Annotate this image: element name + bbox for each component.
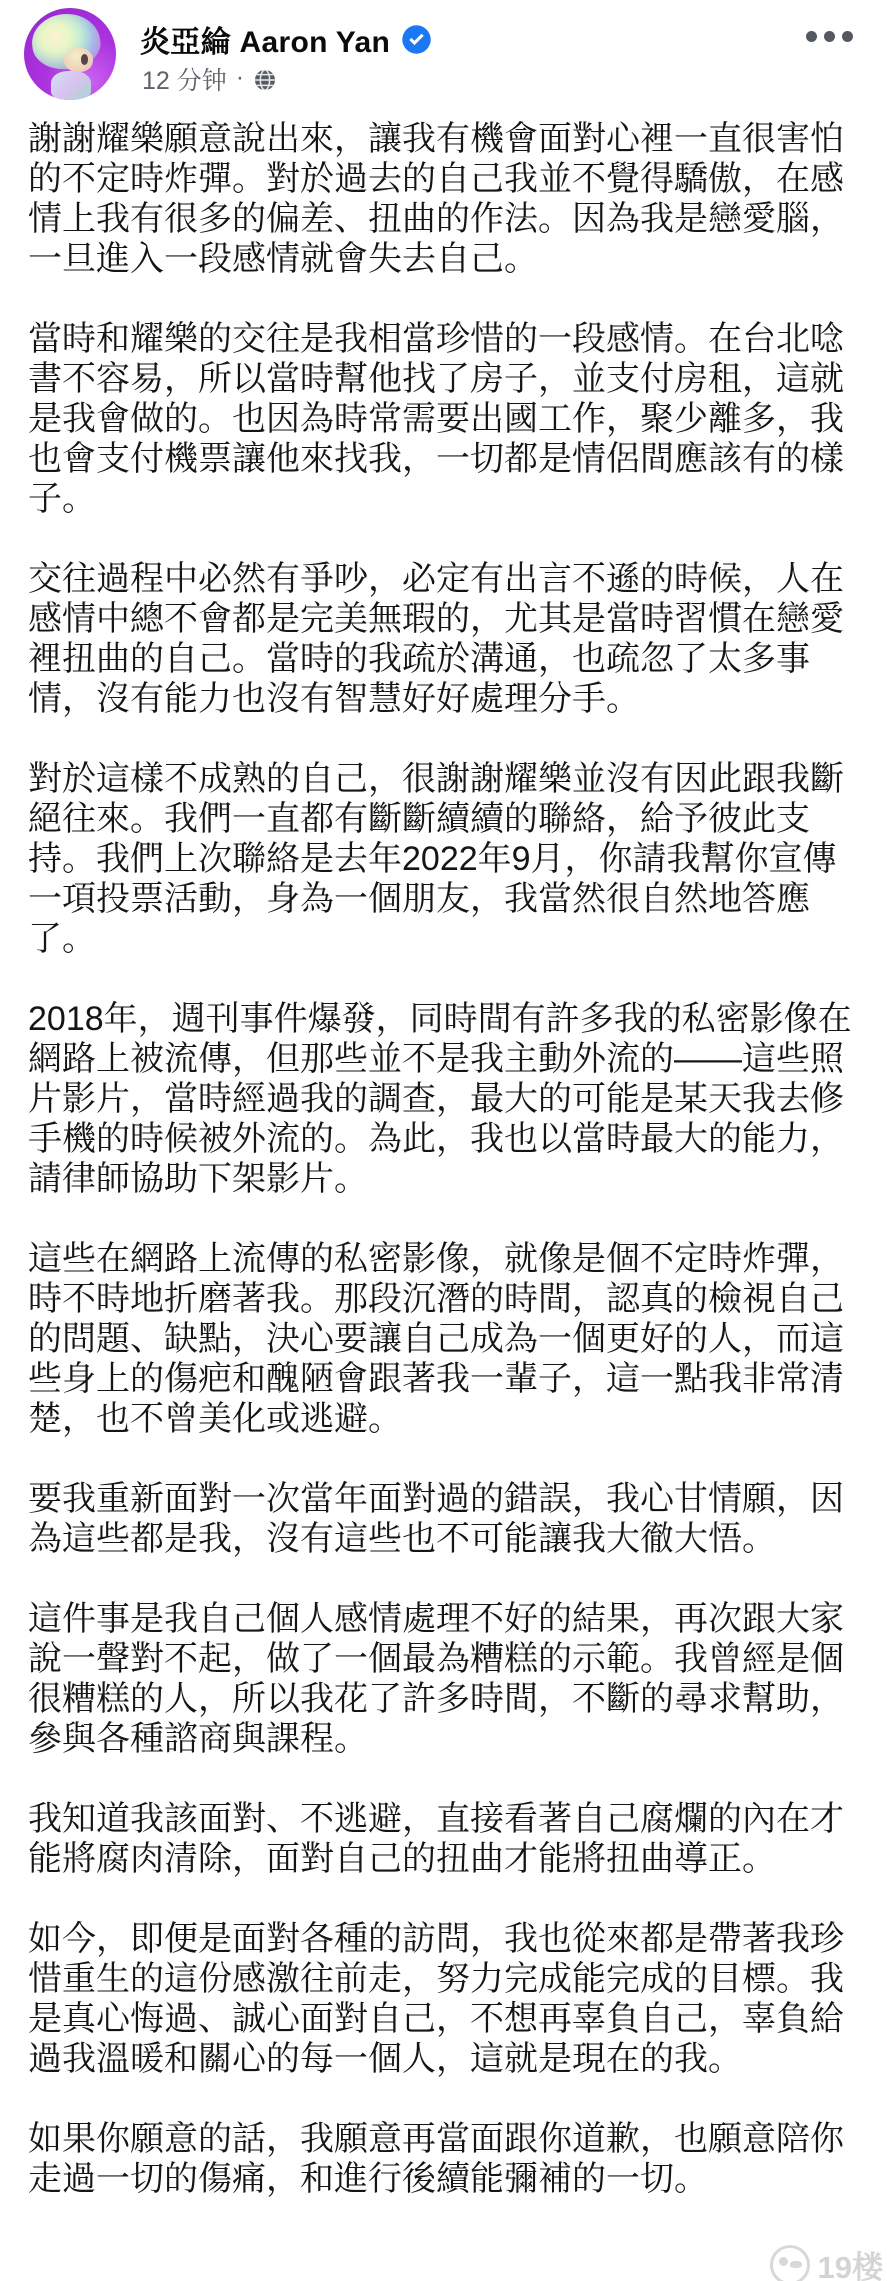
post-paragraph: 謝謝耀樂願意說出來，讓我有機會面對心裡一直很害怕的不定時炸彈。對於過去的自己我並不覺得驕傲，在感情上我有很多的偏差、扭曲的作法。因為我是戀愛腦，一旦進入一段感情就會失去自己。 [28, 120, 844, 278]
more-options-icon [806, 31, 817, 42]
author-name[interactable]: 炎亞綸 Aaron Yan [140, 26, 391, 59]
watermark-19lou [770, 2242, 883, 2281]
post-paragraph: 要我重新面對一次當年面對過的錯誤，我心甘情願，因為這些都是我，沒有這些也不可能讓我大徹大悟。 [28, 1480, 844, 1558]
post-paragraph: 我知道我該面對、不逃避，直接看著自己腐爛的內在才能將腐肉清除，面對自己的扭曲才能將扭曲導正。 [28, 1800, 844, 1878]
more-options-icon [842, 31, 853, 42]
post-paragraph: 當時和耀樂的交往是我相當珍惜的一段感情。在台北唸書不容易，所以當時幫他找了房子，並支付房租，這就是我會做的。也因為時常需要出國工作，聚少離多，我也會支付機票讓他來找我，一切都是情侶間應該有的樣子。 [28, 320, 844, 518]
post-paragraph: 2018年，週刊事件爆發，同時間有許多我的私密影像在網路上被流傳，但那些並不是我主動外流的——這些照片影片，當時經過我的調查，最大的可能是某天我去修手機的時候被外流的。為此，我也以當時最大的能力，請律師協助下架影片。 [28, 1000, 852, 1198]
author-name-row [140, 17, 432, 61]
post-body [0, 119, 887, 2199]
post-paragraph: 如果你願意的話，我願意再當面跟你道歉，也願意陪你走過一切的傷痛，和進行後續能彌補的一切。 [28, 2120, 844, 2198]
watermark-text: 19楼 [817, 2250, 883, 2281]
avatar-figure-body [51, 71, 91, 100]
verified-badge-icon [401, 24, 432, 55]
more-options-button[interactable] [802, 27, 857, 46]
post-header [0, 0, 887, 112]
post-paragraph: 交往過程中必然有爭吵，必定有出言不遜的時候，人在感情中總不會都是完美無瑕的，尤其是當時習慣在戀愛裡扭曲的自己。當時的我疏於溝通，也疏忽了太多事情，沒有能力也沒有智慧好好處理分手。 [28, 560, 844, 718]
post-timestamp[interactable]: 12 分钟 [142, 67, 227, 95]
post-paragraph: 對於這樣不成熟的自己，很謝謝耀樂並沒有因此跟我斷絕往來。我們一直都有斷斷續續的聯絡，給予彼此支持。我們上次聯絡是去年2022年9月，你請我幫你宣傳一項投票活動，身為一個朋友，我當然很自然地答應了。 [28, 760, 844, 958]
more-options-icon [824, 31, 835, 42]
post-paragraph: 這些在網路上流傳的私密影像，就像是個不定時炸彈，時不時地折磨著我。那段沉潛的時間，認真的檢視自己的問題、缺點，決心要讓自己成為一個更好的人，而這些身上的傷疤和醜陋會跟著我一輩子，這一點我非常清楚，也不曾美化或逃避。 [28, 1240, 844, 1438]
author-avatar[interactable] [24, 8, 116, 100]
post-paragraph: 這件事是我自己個人感情處理不好的結果，再次跟大家說一聲對不起，做了一個最為糟糕的示範。我曾經是個很糟糕的人，所以我花了許多時間，不斷的尋求幫助，參與各種諮商與課程。 [28, 1600, 844, 1758]
meta-separator: · [235, 62, 245, 91]
avatar-figure-face [64, 48, 93, 73]
watermark-logo-icon [770, 2245, 810, 2281]
privacy-public-icon [253, 68, 277, 92]
post-meta-row [142, 61, 277, 97]
post-paragraph: 如今，即便是面對各種的訪問，我也從來都是帶著我珍惜重生的這份感激往前走，努力完成能完成的目標。我是真心悔過、誠心面對自己，不想再辜負自己，辜負給過我溫暖和關心的每一個人，這就是現在的我。 [28, 1920, 844, 2078]
